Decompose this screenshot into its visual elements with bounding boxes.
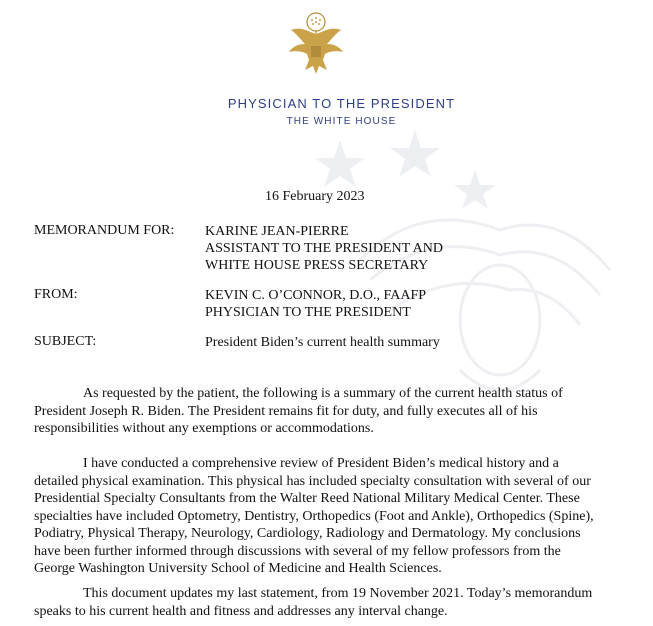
paragraph-line: detailed physical examination. This physical has included specialty consultation with several of our: [34, 473, 591, 489]
presidential-seal-icon: [283, 10, 349, 80]
letterhead-subtitle: THE WHITE HOUSE: [286, 116, 397, 127]
memorandum-for-label: MEMORANDUM FOR:: [34, 223, 175, 238]
sender-line: KEVIN C. O’CONNOR, D.O., FAAFP: [205, 288, 427, 303]
sender-line: PHYSICIAN TO THE PRESIDENT: [205, 305, 411, 320]
body-paragraph-1: [34, 385, 619, 438]
paragraph-line: have been further informed through discussions with several of my fellow professors from the: [34, 543, 561, 559]
memorandum-for-value: [205, 223, 443, 274]
paragraph-line: George Washington University School of Medicine and Health Sciences.: [34, 561, 442, 576]
paragraph-line: President Joseph R. Biden. The President remains fit for duty, and fully executes all of his: [34, 403, 538, 419]
paragraph-line: Podiatry, Physical Therapy, Neurology, Cardiology, Radiology and Dermatology. My conclusions: [34, 526, 581, 541]
recipient-line: ASSISTANT TO THE PRESIDENT AND: [205, 241, 443, 256]
paragraph-line: This document updates my last statement, from 19 November 2021. Today’s memorandum: [83, 586, 593, 601]
body-paragraph-2: [34, 455, 619, 578]
body-paragraph-3: [34, 585, 619, 620]
paragraph-line: specialties have included Optometry, Dentistry, Orthopedics (Foot and Ankle), Orthopedics (Spine),: [34, 508, 594, 524]
paragraph-line: speaks to his current health and fitness and addresses any interval change.: [34, 603, 448, 619]
paragraph-line: Presidential Specialty Consultants from the Walter Reed National Military Medical Center. These: [34, 491, 580, 506]
recipient-line: WHITE HOUSE PRESS SECRETARY: [205, 258, 429, 273]
paragraph-line: I have conducted a comprehensive review of President Biden’s medical history and a: [83, 456, 559, 471]
recipient-line: KARINE JEAN-PIERRE: [205, 224, 349, 239]
memo-date: 16 February 2023: [265, 189, 365, 204]
paragraph-line: responsibilities without any exemptions or accommodations.: [34, 421, 374, 436]
from-value: [205, 287, 426, 321]
subject-value: President Biden’s current health summary: [205, 335, 440, 350]
from-label: FROM:: [34, 287, 78, 302]
subject-label: SUBJECT:: [34, 334, 97, 349]
letterhead-title: PHYSICIAN TO THE PRESIDENT: [227, 96, 456, 111]
paragraph-line: As requested by the patient, the following is a summary of the current health status of: [83, 386, 563, 401]
